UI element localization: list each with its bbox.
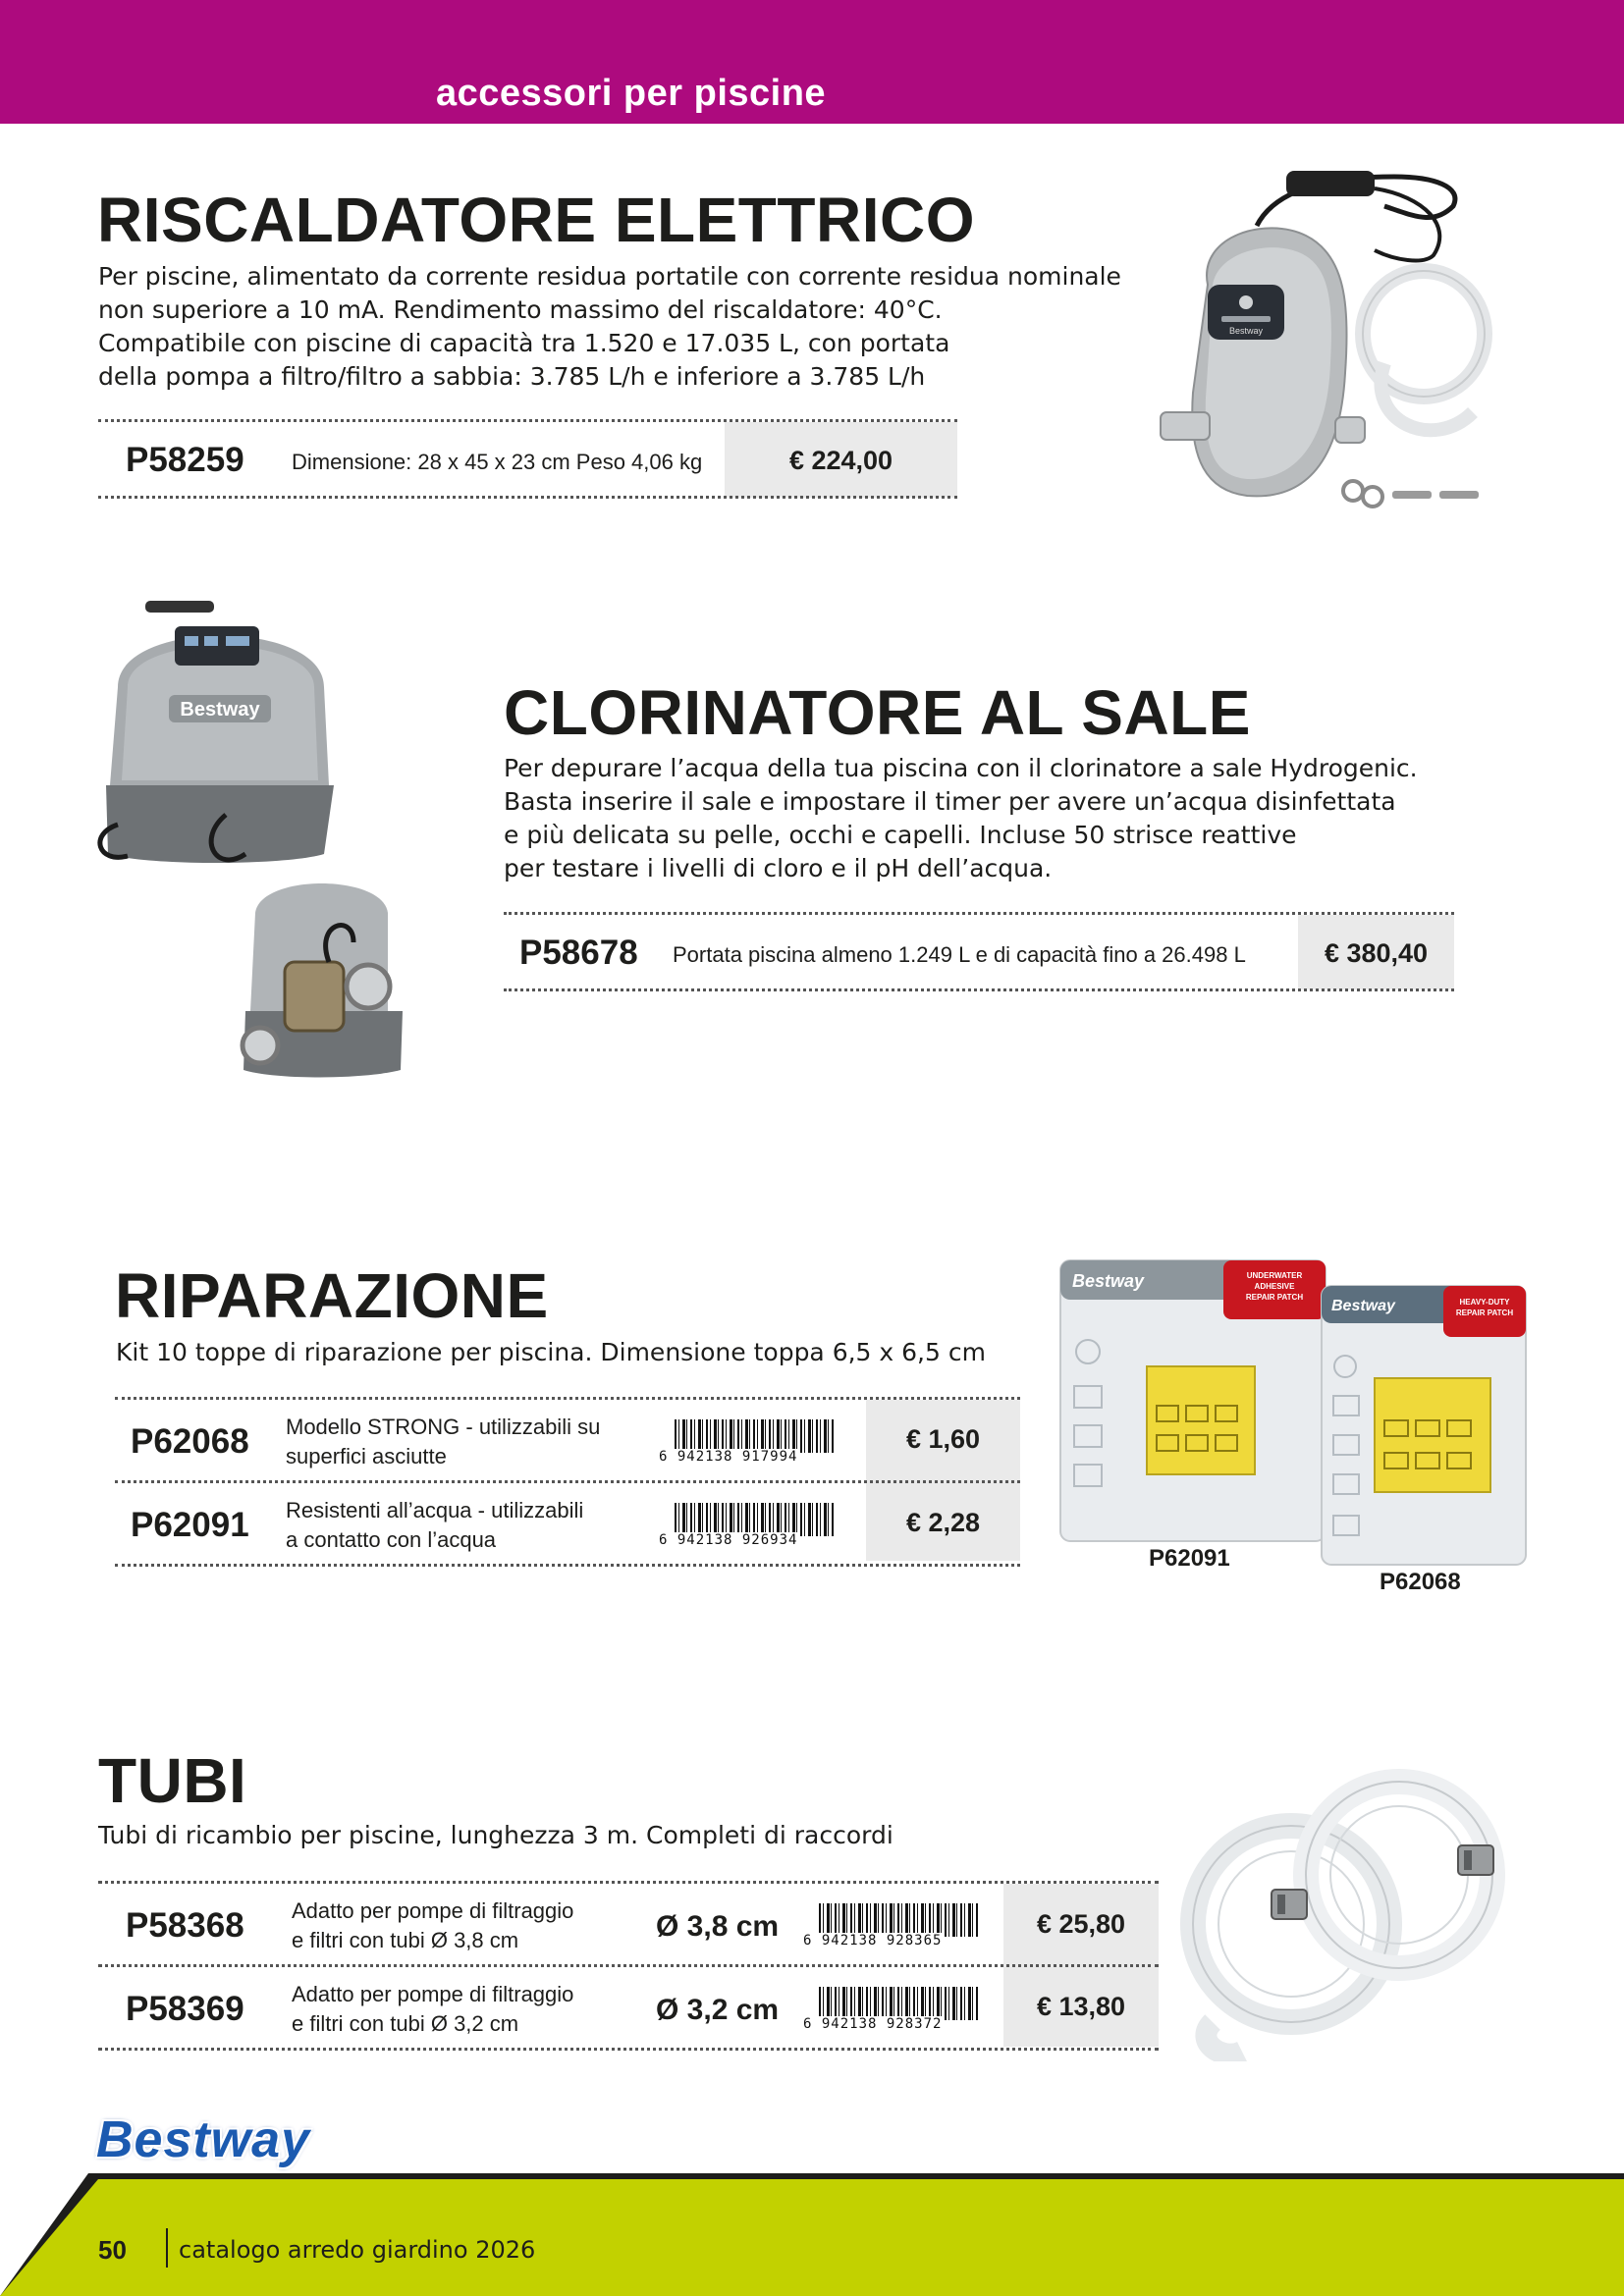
product-spec: Dimensione: 28 x 45 x 23 cm Peso 4,06 kg <box>292 450 703 474</box>
price-cell <box>725 422 957 498</box>
page-number: 50 <box>98 2235 127 2265</box>
barcode: 6 942138 928365 <box>803 1903 980 1949</box>
price: € 2,28 <box>905 1508 981 1537</box>
product-spec: Modello STRONG - utilizzabili su superfici asciutte <box>286 1415 601 1468</box>
hose-diameter: Ø 3,2 cm <box>656 1994 780 2026</box>
chlorinator-description: Per depurare l’acqua della tua piscina con il clorinatore a sale Hydrogenic. Basta inserire il sale e impostare il timer per avere un’acqua disinfettata e più delicata su pelle, occhi e capelli. Incluse 50 strisce reattive per testare i livelli di cloro e il pH dell’acqua. <box>504 754 1418 882</box>
price: € 380,40 <box>1324 938 1429 968</box>
divider <box>115 1480 1020 1483</box>
heater-title: RISCALDATORE ELETTRICO <box>97 185 975 255</box>
barcode: 6 942138 928372 <box>803 1987 980 2032</box>
product-code: P58678 <box>519 934 638 972</box>
svg-text:REPAIR PATCH: REPAIR PATCH <box>1245 1293 1304 1302</box>
product-code: P58259 <box>126 441 244 479</box>
svg-text:Bestway: Bestway <box>1228 326 1264 336</box>
product-spec: Adatto per pompe di filtraggio e filtri con tubi Ø 3,8 cm <box>292 1898 574 1952</box>
image-label-p62068: P62068 <box>1380 1569 1461 1595</box>
svg-text:Bestway: Bestway <box>1331 1298 1395 1314</box>
footer-separator <box>166 2228 168 2268</box>
product-code: P62091 <box>131 1506 249 1544</box>
bestway-logo: Bestway <box>96 2111 310 2168</box>
repair-title: RIPARAZIONE <box>115 1260 549 1331</box>
pool-hoses-image <box>1173 1767 1527 2061</box>
hoses-description: Tubi di ricambio per piscine, lunghezza 3 m. Completi di raccordi <box>98 1821 893 1849</box>
divider <box>98 1964 1159 1967</box>
barcode: 6 942138 917994 <box>659 1419 836 1465</box>
product-code: P62068 <box>131 1422 249 1461</box>
svg-text:Bestway: Bestway <box>1072 1271 1145 1291</box>
svg-text:UNDERWATER: UNDERWATER <box>1246 1271 1303 1280</box>
svg-text:Bestway: Bestway <box>180 699 260 721</box>
header-band <box>0 0 1624 124</box>
divider <box>98 2048 1159 2051</box>
salt-chlorinator-image <box>88 599 481 1090</box>
repair-description: Kit 10 toppe di riparazione per piscina. Dimensione toppa 6,5 x 6,5 cm <box>116 1338 986 1366</box>
heater-description: Per piscine, alimentato da corrente residua portatile con corrente residua nominale non superiore a 10 mA. Rendimento massimo del riscaldatore: 40°C. Compatibile con piscine di capacità tra 1.520 e 17.035 L, con portata della pompa a filtro/filtro a sabbia: 3.785 L/h e inferiore a 3.785 L/h <box>98 262 1121 391</box>
catalog-title: catalogo arredo giardino 2026 <box>179 2236 536 2264</box>
divider <box>504 988 1454 991</box>
barcode: 6 942138 926934 <box>659 1503 836 1548</box>
product-code: P58368 <box>126 1906 244 1945</box>
hoses-title: TUBI <box>98 1745 247 1816</box>
repair-patch-packs-image <box>1058 1258 1530 1573</box>
product-spec: Adatto per pompe di filtraggio e filtri con tubi Ø 3,2 cm <box>292 1982 574 2036</box>
svg-text:HEAVY-DUTY: HEAVY-DUTY <box>1459 1298 1510 1307</box>
section-title: accessori per piscine <box>436 73 827 114</box>
price: € 25,80 <box>1036 1909 1126 1939</box>
price: € 1,60 <box>905 1424 981 1454</box>
image-label-p62091: P62091 <box>1149 1545 1230 1572</box>
price: € 224,00 <box>788 446 893 475</box>
divider <box>115 1564 1020 1567</box>
product-spec: Portata piscina almeno 1.249 L e di capacità fino a 26.498 L <box>673 942 1246 967</box>
price-cell <box>1298 915 1454 989</box>
electric-heater-image <box>1139 167 1532 530</box>
svg-text:ADHESIVE: ADHESIVE <box>1254 1282 1295 1291</box>
price: € 13,80 <box>1036 1992 1126 2021</box>
product-code: P58369 <box>126 1990 244 2028</box>
product-spec: Resistenti all’acqua - utilizzabili a contatto con l’acqua <box>286 1498 584 1552</box>
chlorinator-title: CLORINATORE AL SALE <box>504 677 1251 748</box>
hose-diameter: Ø 3,8 cm <box>656 1910 780 1943</box>
divider <box>98 1881 1159 1884</box>
svg-text:REPAIR PATCH: REPAIR PATCH <box>1455 1308 1514 1317</box>
divider <box>98 496 957 499</box>
